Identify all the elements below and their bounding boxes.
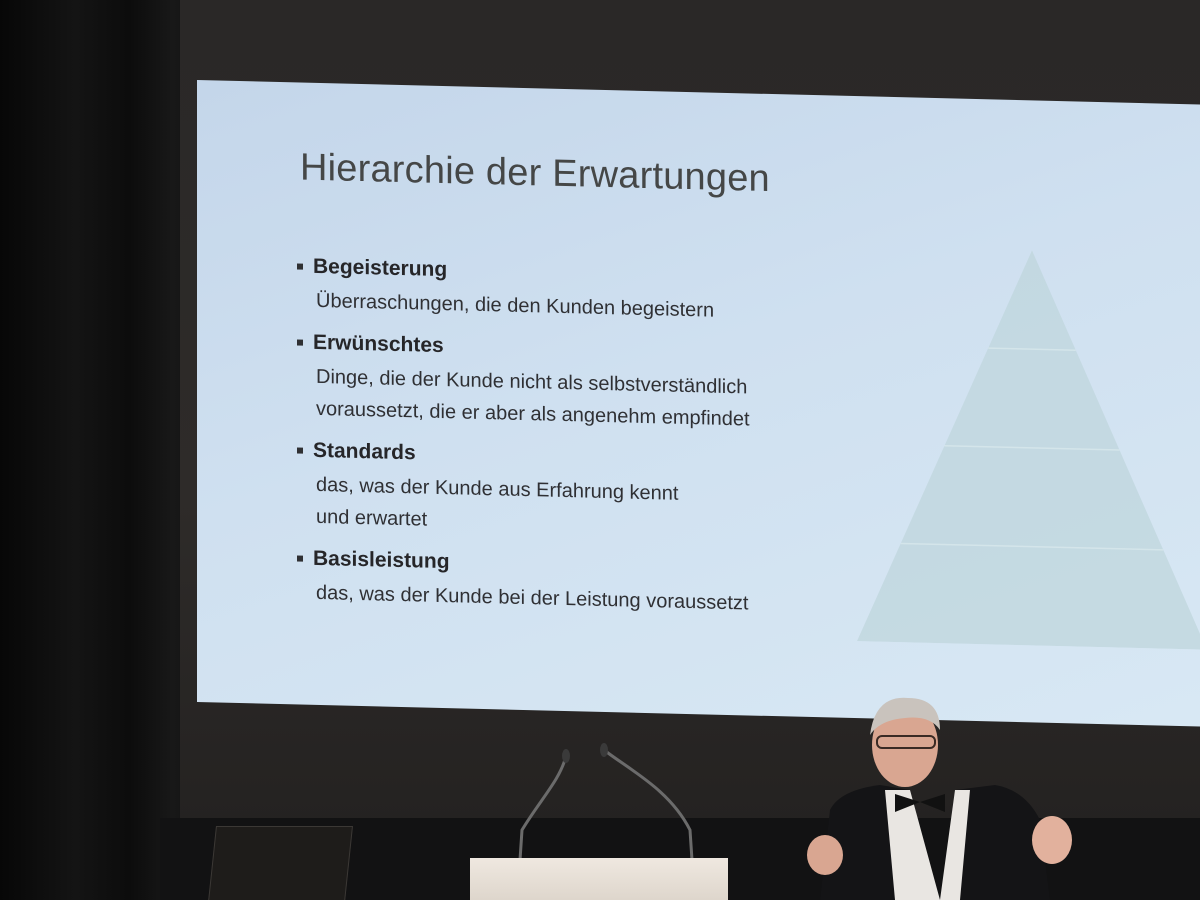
bullet-heading: Erwünschtes <box>313 330 444 358</box>
laptop <box>208 826 353 900</box>
square-bullet-icon <box>297 339 303 345</box>
lectern <box>470 858 728 900</box>
description-line: voraussetzt, die er aber als angenehm empfindet <box>316 397 750 431</box>
bullet-description <box>316 361 917 440</box>
description-line: und erwartet <box>316 505 428 531</box>
bullet-description <box>316 577 917 624</box>
slide-title: Hierarchie der Erwartungen <box>300 146 770 201</box>
expectation-pyramid <box>857 246 1200 650</box>
square-bullet-icon <box>297 555 303 561</box>
bullet-description <box>316 469 917 548</box>
presentation-slide <box>197 80 1200 727</box>
bullet-item-begeisterung <box>297 254 917 331</box>
description-line: Dinge, die der Kunde nicht als selbstverständlich <box>316 365 748 399</box>
description-line: das, was der Kunde bei der Leistung voraussetzt <box>316 581 749 615</box>
description-line: Überraschungen, die den Kunden begeistern <box>316 289 715 322</box>
square-bullet-icon <box>297 447 303 453</box>
microphone-right-icon <box>604 750 692 860</box>
bullet-item-basisleistung <box>297 546 917 623</box>
bullet-heading: Begeisterung <box>313 254 448 282</box>
bullet-heading: Basisleistung <box>313 546 450 574</box>
bullet-item-erwuenschtes <box>297 330 917 439</box>
bullet-description <box>316 285 917 332</box>
description-line: das, was der Kunde aus Erfahrung kennt <box>316 473 679 505</box>
bullet-heading: Standards <box>313 438 416 465</box>
speaker-hand <box>1032 816 1072 864</box>
bullet-list <box>297 254 917 637</box>
speaker-person <box>780 690 1100 900</box>
square-bullet-icon <box>297 263 303 269</box>
speaker-hand <box>807 835 843 875</box>
microphone-left-icon <box>520 756 566 860</box>
bullet-item-standards <box>297 438 917 547</box>
microphones <box>500 740 720 870</box>
